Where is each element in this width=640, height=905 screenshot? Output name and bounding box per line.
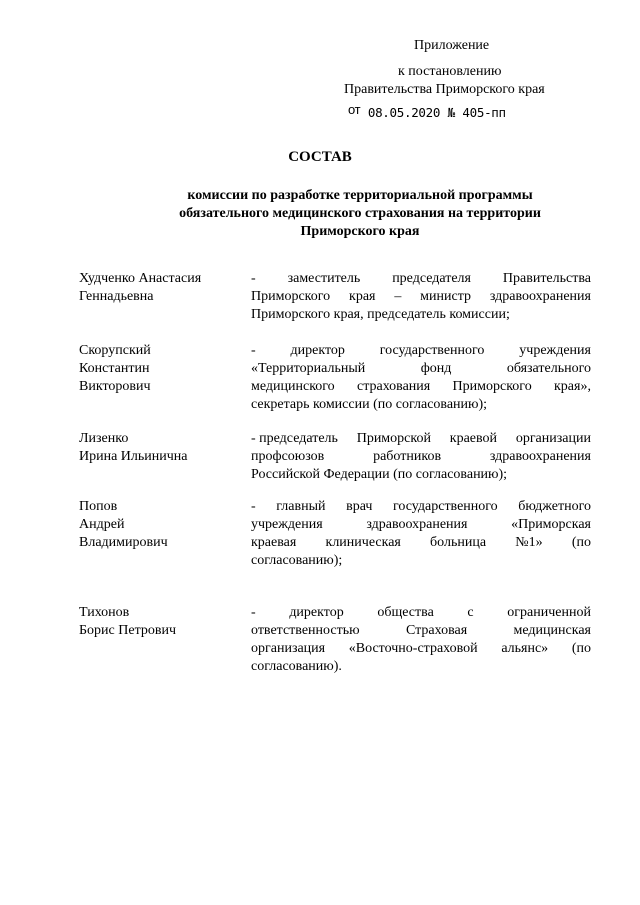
role-word: медицинского	[251, 379, 335, 394]
member-name-line: Худченко Анастасия	[79, 271, 202, 286]
member-name-line: Тихонов	[79, 605, 130, 620]
member-role-line	[251, 288, 591, 306]
role-word: здравоохранения	[366, 517, 468, 532]
member-name-line: Борис Петрович	[79, 623, 177, 638]
role-word: заместитель	[287, 271, 361, 286]
role-word: -	[251, 499, 256, 514]
member-name-line: Ирина Ильинична	[79, 449, 188, 464]
role-word: бюджетного	[518, 499, 591, 514]
role-word: краевая	[251, 535, 297, 550]
role-word: директор	[290, 343, 345, 358]
member-name-line: Скорупский	[79, 343, 151, 358]
member-role	[251, 270, 591, 324]
role-word: клиническая	[325, 535, 401, 550]
resolution-date-line	[348, 102, 506, 121]
member-name-line: Лизенко	[79, 431, 129, 446]
document-title: СОСТАВ	[288, 149, 352, 165]
role-word: «Территориальный	[251, 361, 366, 376]
member-role	[251, 604, 591, 676]
member-role-line	[251, 622, 591, 640]
ot-label: от	[348, 102, 361, 117]
role-word: здравоохранения	[489, 449, 591, 464]
member-name	[79, 270, 239, 306]
role-word: директор	[289, 605, 344, 620]
subtitle-line: Приморского края	[300, 224, 420, 239]
member-role-line: Приморского края, председатель комиссии;	[251, 307, 510, 322]
member-role-line: согласованию).	[251, 659, 342, 674]
role-word: -	[251, 605, 256, 620]
member-role	[251, 498, 591, 570]
member-role-line	[251, 534, 591, 552]
role-word: края	[349, 289, 376, 304]
member-role-line	[251, 342, 591, 360]
role-word: №1»	[515, 535, 543, 550]
member-role	[251, 430, 591, 484]
member-name-line: Андрей	[79, 517, 125, 532]
subtitle-line: обязательного медицинского страхования на территории	[179, 206, 541, 221]
role-word: - председатель	[251, 431, 338, 446]
role-word: организации	[515, 431, 591, 446]
role-word: ограниченной	[507, 605, 591, 620]
member-name	[79, 342, 239, 396]
role-word: (по	[571, 641, 591, 656]
number-sign: №	[447, 105, 455, 120]
role-word: Приморского	[452, 379, 532, 394]
member-name-line: Геннадьевна	[79, 289, 154, 304]
role-word: учреждения	[519, 343, 591, 358]
role-word: -	[251, 343, 256, 358]
role-word: Правительства	[502, 271, 591, 286]
member-role-line	[251, 378, 591, 396]
member-role-line	[251, 430, 591, 448]
role-word: государственного	[393, 499, 498, 514]
role-word: Приморской	[356, 431, 431, 446]
member-role-line: Российской Федерации (по согласованию);	[251, 467, 508, 482]
member-role-line	[251, 604, 591, 622]
member-name	[79, 604, 239, 640]
subtitle-line: комиссии по разработке территориальной программы	[187, 188, 533, 203]
member-role-line	[251, 498, 591, 516]
member-role	[251, 342, 591, 414]
role-word: общества	[377, 605, 434, 620]
role-word: профсоюзов	[251, 449, 325, 464]
resolution-date: 08.05.2020	[367, 105, 441, 120]
role-word: врач	[346, 499, 373, 514]
role-word: здравоохранения	[489, 289, 591, 304]
member-name	[79, 498, 239, 552]
member-role-line	[251, 640, 591, 658]
member-name-line: Владимирович	[79, 535, 168, 550]
member-role-line	[251, 360, 591, 378]
role-word: работников	[373, 449, 442, 464]
member-role-line: секретарь комиссии (по согласованию);	[251, 397, 488, 412]
role-word: Приморского	[251, 289, 331, 304]
role-word: учреждения	[251, 517, 323, 532]
member-role-line	[251, 270, 591, 288]
to-resolution-label: к постановлению	[398, 64, 502, 79]
resolution-number: 405-пп	[462, 105, 506, 120]
role-word: председателя	[392, 271, 471, 286]
role-word: ответственностью	[251, 623, 360, 638]
role-word: краевой	[449, 431, 498, 446]
member-role-line	[251, 448, 591, 466]
role-word: больница	[430, 535, 487, 550]
member-name	[79, 430, 239, 466]
document-subtitle	[140, 187, 580, 241]
role-word: края»,	[554, 379, 591, 394]
role-word: (по	[571, 535, 591, 550]
role-word: главный	[276, 499, 326, 514]
role-word: -	[251, 271, 256, 286]
role-word: обязательного	[506, 361, 591, 376]
member-name-line: Попов	[79, 499, 118, 514]
role-word: с	[467, 605, 474, 620]
role-word: страхования	[356, 379, 431, 394]
member-name-line: Константин	[79, 361, 150, 376]
member-role-line	[251, 516, 591, 534]
role-word: государственного	[379, 343, 485, 358]
role-word: Страховая	[405, 623, 468, 638]
appendix-label: Приложение	[414, 38, 490, 53]
role-word: альянс»	[501, 641, 549, 656]
role-word: медицинская	[513, 623, 591, 638]
role-word: «Приморская	[511, 517, 591, 532]
role-word: –	[394, 289, 402, 304]
member-name-line: Викторович	[79, 379, 151, 394]
member-role-line: согласованию);	[251, 553, 343, 568]
government-label: Правительства Приморского края	[344, 82, 545, 97]
role-word: министр	[420, 289, 472, 304]
role-word: «Восточно-страховой	[348, 641, 478, 656]
role-word: организация	[251, 641, 326, 656]
role-word: фонд	[420, 361, 452, 376]
